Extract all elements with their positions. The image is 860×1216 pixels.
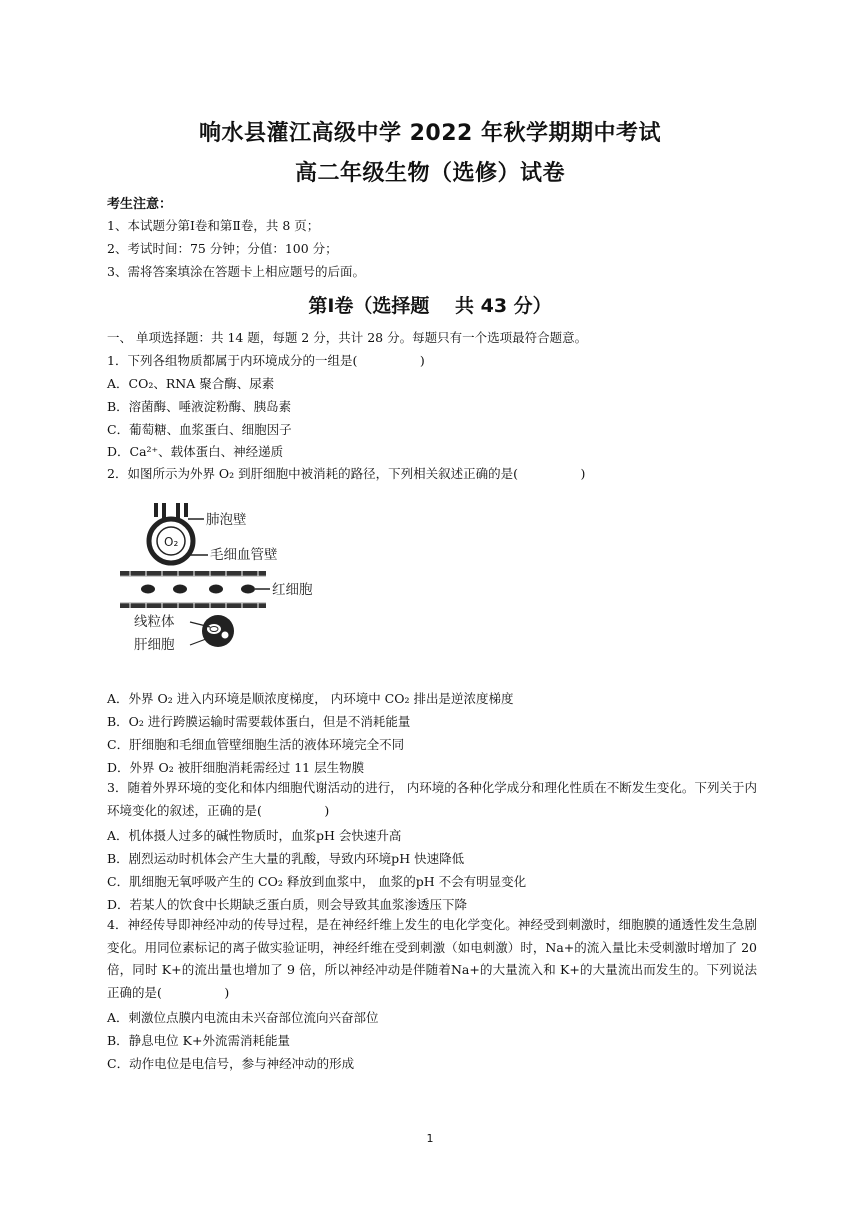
option-1a: A．CO₂、RNA 聚合酶、尿素 [107, 376, 275, 391]
option-2c: C．肝细胞和毛细血管壁细胞生活的液体环境完全不同 [107, 737, 405, 752]
notice-item: 2、考试时间：75 分钟；分值：100 分； [107, 241, 338, 256]
question-stem-1: 1．下列各组物质都属于内环境成分的一组是( ) [107, 353, 425, 368]
option-2b: B．O₂ 进行跨膜运输时需要载体蛋白，但是不消耗能量 [107, 714, 411, 729]
mitochondria-label: 线粒体 [134, 614, 175, 630]
capillary-label: 毛细血管壁 [210, 547, 278, 563]
option-3c: C．肌细胞无氧呼吸产生的 CO₂ 释放到血浆中， 血浆的pH 不会有明显变化 [107, 874, 527, 889]
notice-heading: 考生注意： [107, 197, 173, 212]
option-3b: B．剧烈运动时机体会产生大量的乳酸，导致内环境pH 快速降低 [107, 851, 465, 866]
section-instruction: 一、 单项选择题：共 14 题，每题 2 分，共计 28 分。每题只有一个选项最符合题意。 [107, 330, 588, 345]
section-title: 第Ⅰ卷（选择题 共 43 分） [308, 295, 552, 317]
question-stem-4: 4．神经传导即神经冲动的传导过程，是在神经纤维上发生的电化学变化。神经受到刺激时，细胞膜的通透性发生急剧变化。用同位素标记的离子做实验证明，神经纤维在受到刺激（如电刺激）时，Na+的流入量比未受刺激时增加了 20 倍，同时 K+的流出量也增加了 9 倍，所以神经冲动是伴随着Na+的大量流入和 K+的大量流出而发生的。下列说法正确的是( ) [107, 917, 757, 1000]
option-4b: B．静息电位 K+外流需消耗能量 [107, 1033, 290, 1048]
exam-subtitle: 高二年级生物（选修）试卷 [294, 161, 565, 186]
option-3a: A．机体摄人过多的碱性物质时，血浆pH 会快速升高 [107, 828, 402, 843]
option-1d: D．Ca²⁺、载体蛋白、神经递质 [107, 444, 284, 459]
oxygen-path-diagram [118, 495, 358, 667]
page-number: 1 [426, 1132, 434, 1145]
capillary-vessel [120, 571, 266, 608]
alveolus-label: 肺泡壁 [206, 512, 247, 528]
option-4c: C．动作电位是电信号，参与神经冲动的形成 [107, 1056, 355, 1071]
option-1b: B．溶菌酶、唾液淀粉酶、胰岛素 [107, 399, 292, 414]
liver-cell-label: 肝细胞 [134, 637, 175, 653]
option-4a: A．刺激位点膜内电流由未兴奋部位流向兴奋部位 [107, 1010, 379, 1025]
question-stem-2: 2．如图所示为外界 O₂ 到肝细胞中被消耗的路径，下列相关叙述正确的是( ) [107, 466, 586, 481]
question-stem-3: 3．随着外界环境的变化和体内细胞代谢活动的进行， 内环境的各种化学成分和理化性质在不断发生变化。下列关于内环境变化的叙述，正确的是( ) [107, 780, 757, 818]
notice-item: 3、需将答案填涂在答题卡上相应题号的后面。 [107, 264, 365, 279]
o2-label: O₂ [164, 535, 179, 549]
alveolus-shape [149, 503, 193, 563]
option-1c: C．葡萄糖、血浆蛋白、细胞因子 [107, 422, 292, 437]
liver-cell-shape [202, 615, 234, 647]
option-2a: A．外界 O₂ 进入内环境是顺浓度梯度， 内环境中 CO₂ 排出是逆浓度梯度 [107, 691, 514, 706]
option-3d: D．若某人的饮食中长期缺乏蛋白质，则会导致其血浆渗透压下降 [107, 897, 468, 912]
exam-title: 响水县灌江高级中学 2022 年秋学期期中考试 [198, 121, 662, 146]
option-2d: D．外界 O₂ 被肝细胞消耗需经过 11 层生物膜 [107, 760, 365, 775]
rbc-label: 红细胞 [272, 582, 313, 598]
notice-item: 1、本试题分第Ⅰ卷和第Ⅱ卷，共 8 页； [107, 218, 320, 233]
